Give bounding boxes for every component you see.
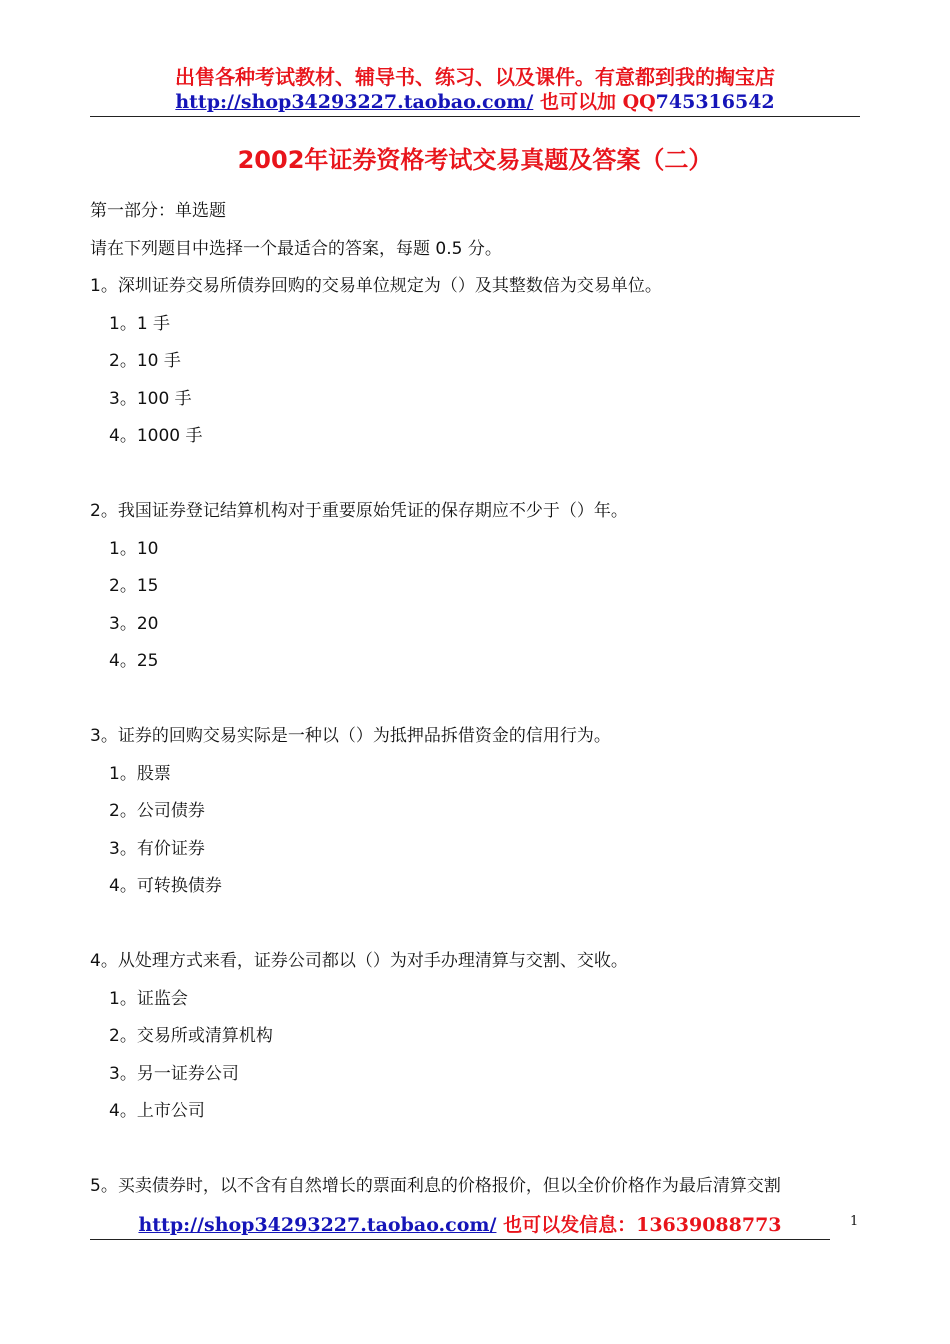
option: 1。股票	[109, 763, 171, 784]
option: 4。可转换债券	[109, 876, 222, 896]
contact-line	[90, 90, 860, 114]
option: 2。公司债券	[109, 801, 205, 821]
footer-message-label: 也可以发信息：	[503, 1214, 637, 1236]
footer-divider	[90, 1239, 830, 1240]
document-title: 2002年证券资格考试交易真题及答案（二）	[237, 146, 713, 174]
footer-phone: 13639088773	[636, 1214, 782, 1236]
option: 3。另一证券公司	[109, 1063, 239, 1084]
qq-label: 也可以加 QQ	[539, 91, 656, 113]
header-divider	[90, 116, 860, 117]
page-footer	[90, 1210, 830, 1237]
question-4	[90, 943, 862, 1131]
question-text: 5。买卖债券时，以不含有自然增长的票面利息的价格报价，但以全价价格作为最后清算交割	[90, 1176, 781, 1196]
instruction-text: 请在下列题目中选择一个最适合的答案，每题 0.5 分。	[90, 238, 502, 259]
page-header	[90, 64, 860, 114]
question-2	[90, 493, 862, 681]
option: 1。10	[109, 538, 159, 559]
question-1	[90, 268, 862, 456]
question-text: 2。我国证券登记结算机构对于重要原始凭证的保存期应不少于（）年。	[90, 501, 628, 521]
question-3	[90, 718, 862, 906]
shop-link[interactable]: http://shop34293227.taobao.com/	[175, 91, 534, 113]
document-body	[90, 193, 862, 1206]
option: 3。20	[109, 613, 159, 634]
option: 2。交易所或清算机构	[109, 1026, 273, 1046]
footer-shop-link[interactable]: http://shop34293227.taobao.com/	[138, 1214, 497, 1236]
question-text: 3。证券的回购交易实际是一种以（）为抵押品拆借资金的信用行为。	[90, 726, 611, 746]
option: 1。证监会	[109, 988, 188, 1009]
question-5	[90, 1168, 862, 1206]
ad-line: 出售各种考试教材、辅导书、练习、以及课件。有意都到我的掏宝店	[175, 65, 775, 89]
option: 2。10 手	[109, 351, 181, 371]
option: 3。有价证券	[109, 838, 205, 859]
option: 2。15	[109, 576, 159, 596]
option: 1。1 手	[109, 313, 171, 334]
page-number: 1	[850, 1214, 859, 1229]
option: 4。上市公司	[109, 1101, 205, 1121]
option: 4。25	[109, 651, 159, 671]
qq-number: 745316542	[655, 91, 775, 113]
question-text: 1。深圳证券交易所债券回购的交易单位规定为（）及其整数倍为交易单位。	[90, 276, 662, 296]
option: 4。1000 手	[109, 426, 203, 446]
section-heading: 第一部分：单选题	[90, 201, 226, 221]
question-text: 4。从处理方式来看，证券公司都以（）为对手办理清算与交割、交收。	[90, 951, 628, 971]
option: 3。100 手	[109, 388, 192, 409]
